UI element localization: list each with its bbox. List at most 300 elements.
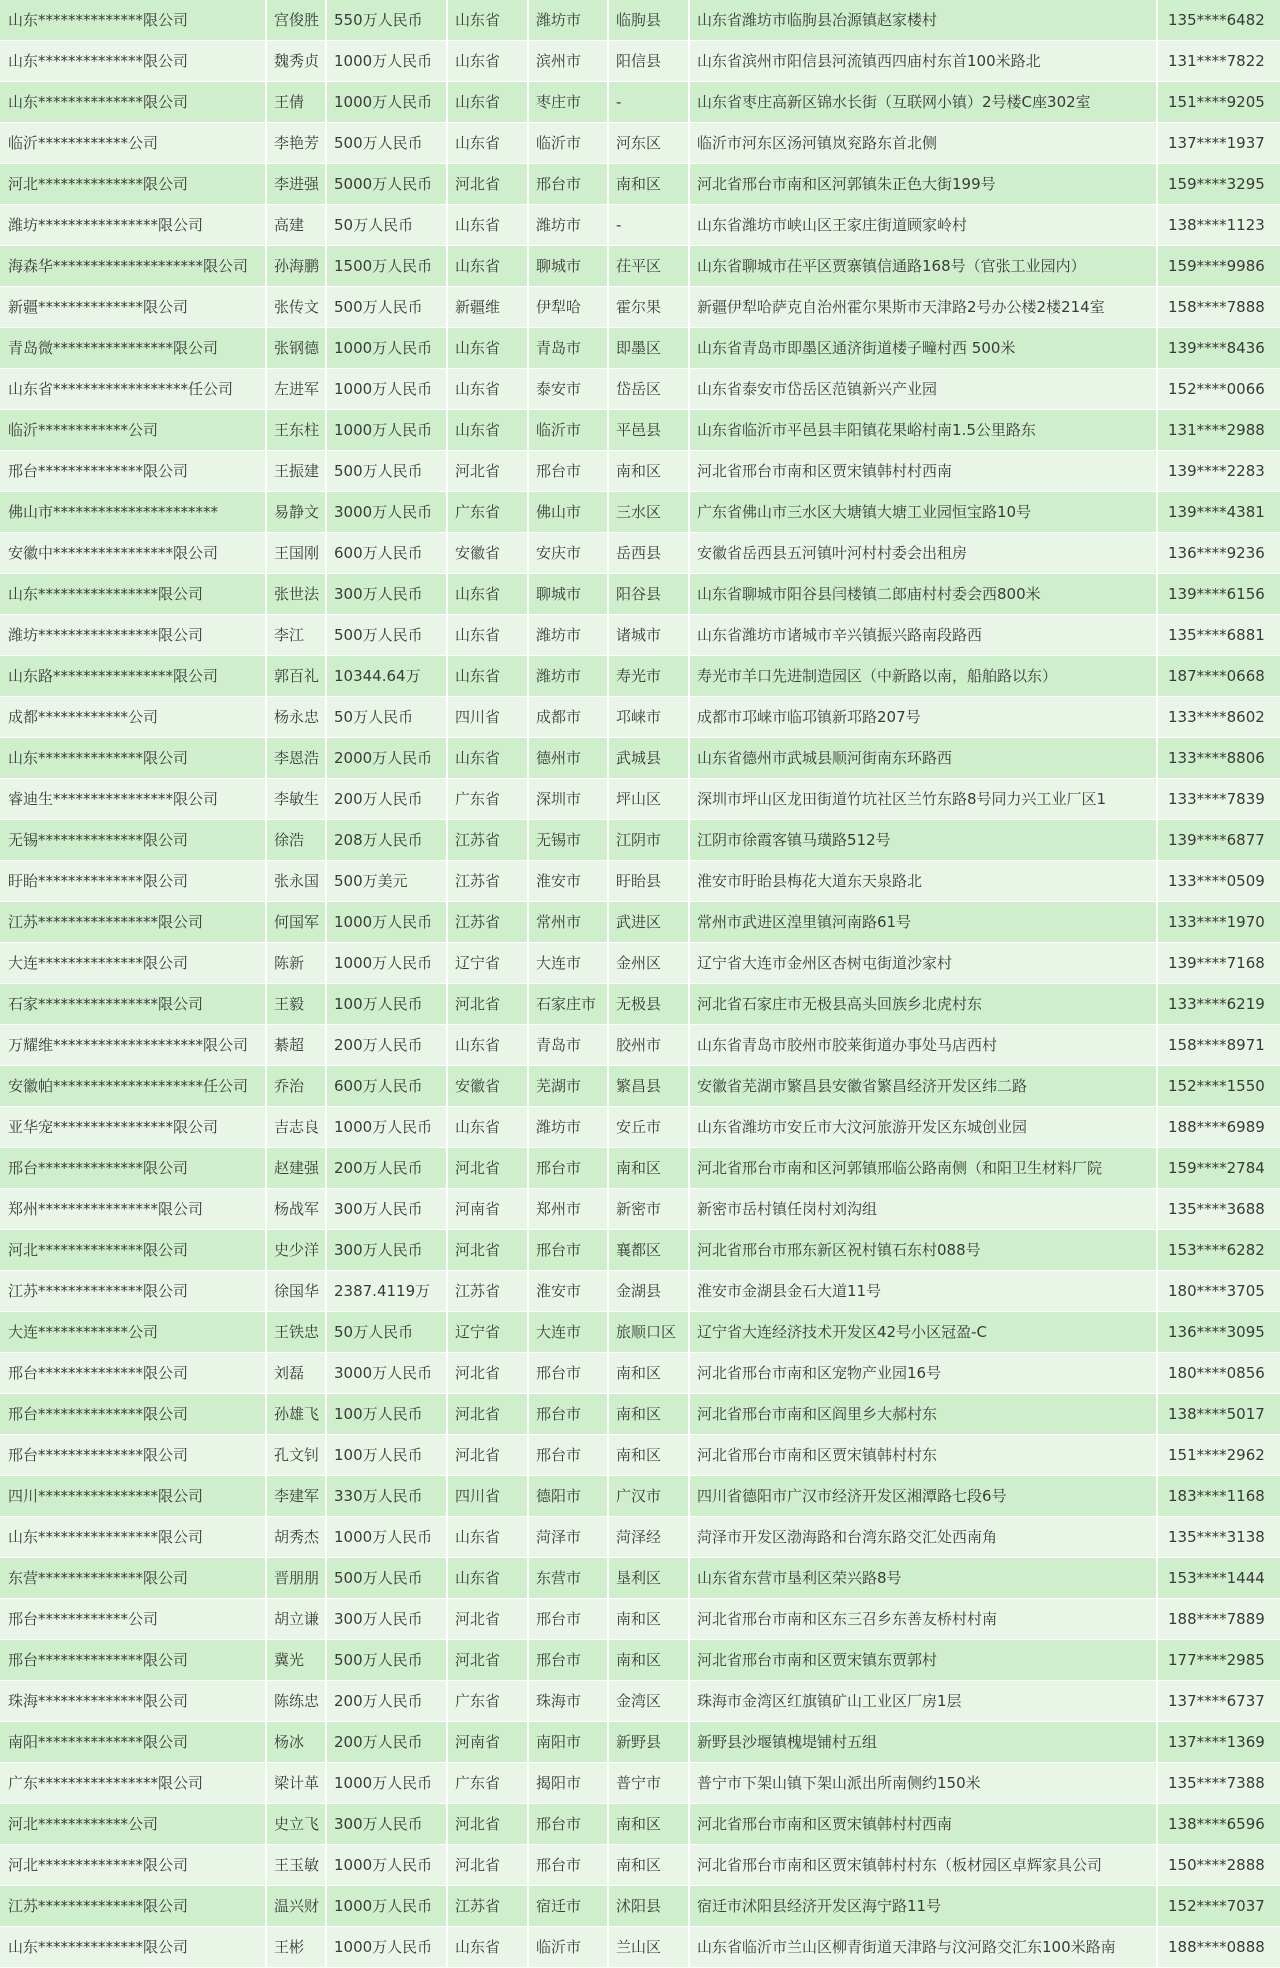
city-cell: 南阳市 [528, 1722, 608, 1763]
table-row [0, 492, 1280, 533]
company-name-cell: 邢台**************限公司 [0, 1353, 266, 1394]
table-row [0, 1517, 1280, 1558]
table-row [0, 1312, 1280, 1353]
county-cell: 兰山区 [608, 1927, 689, 1968]
city-cell: 潍坊市 [528, 0, 608, 41]
phone-cell: 138****6596 [1157, 1804, 1280, 1845]
address-cell: 山东省东营市垦利区荣兴路8号 [689, 1558, 1157, 1599]
city-cell: 邢台市 [528, 1804, 608, 1845]
province-cell: 河北省 [447, 1845, 528, 1886]
county-cell: 岳西县 [608, 533, 689, 574]
county-cell: 垦利区 [608, 1558, 689, 1599]
city-cell: 临沂市 [528, 410, 608, 451]
province-cell: 山东省 [447, 656, 528, 697]
county-cell: 南和区 [608, 1804, 689, 1845]
phone-cell: 133****7839 [1157, 779, 1280, 820]
legal-person-cell: 王振建 [266, 451, 326, 492]
company-name-cell: 安徽中****************限公司 [0, 533, 266, 574]
company-name-cell: 安徽帕********************任公司 [0, 1066, 266, 1107]
address-cell: 常州市武进区湟里镇河南路61号 [689, 902, 1157, 943]
registered-capital-cell: 100万人民币 [326, 984, 447, 1025]
city-cell: 潍坊市 [528, 615, 608, 656]
registered-capital-cell: 330万人民币 [326, 1476, 447, 1517]
address-cell: 山东省青岛市即墨区通济街道楼子疃村西 500米 [689, 328, 1157, 369]
province-cell: 山东省 [447, 246, 528, 287]
registered-capital-cell: 200万人民币 [326, 1722, 447, 1763]
city-cell: 宿迁市 [528, 1886, 608, 1927]
table-row [0, 1394, 1280, 1435]
city-cell: 大连市 [528, 943, 608, 984]
registered-capital-cell: 2000万人民币 [326, 738, 447, 779]
phone-cell: 136****9236 [1157, 533, 1280, 574]
legal-person-cell: 宫俊胜 [266, 0, 326, 41]
table-row [0, 1066, 1280, 1107]
address-cell: 山东省聊城市茌平区贾寨镇信通路168号（官张工业园内） [689, 246, 1157, 287]
city-cell: 东营市 [528, 1558, 608, 1599]
registered-capital-cell: 50万人民币 [326, 205, 447, 246]
address-cell: 山东省泰安市岱岳区范镇新兴产业园 [689, 369, 1157, 410]
phone-cell: 153****6282 [1157, 1230, 1280, 1271]
phone-cell: 133****8806 [1157, 738, 1280, 779]
province-cell: 广东省 [447, 1763, 528, 1804]
company-name-cell: 珠海**************限公司 [0, 1681, 266, 1722]
legal-person-cell: 史立飞 [266, 1804, 326, 1845]
city-cell: 邢台市 [528, 1640, 608, 1681]
city-cell: 深圳市 [528, 779, 608, 820]
province-cell: 广东省 [447, 779, 528, 820]
registered-capital-cell: 300万人民币 [326, 1230, 447, 1271]
address-cell: 菏泽市开发区渤海路和台湾东路交汇处西南角 [689, 1517, 1157, 1558]
phone-cell: 187****0668 [1157, 656, 1280, 697]
city-cell: 邢台市 [528, 1435, 608, 1476]
province-cell: 河北省 [447, 1230, 528, 1271]
address-cell: 淮安市盱眙县梅花大道东天泉路北 [689, 861, 1157, 902]
county-cell: 南和区 [608, 451, 689, 492]
phone-cell: 183****1168 [1157, 1476, 1280, 1517]
company-name-cell: 佛山市********************** [0, 492, 266, 533]
phone-cell: 136****3095 [1157, 1312, 1280, 1353]
phone-cell: 137****1369 [1157, 1722, 1280, 1763]
province-cell: 山东省 [447, 615, 528, 656]
registered-capital-cell: 300万人民币 [326, 574, 447, 615]
table-row [0, 1353, 1280, 1394]
phone-cell: 152****1550 [1157, 1066, 1280, 1107]
registered-capital-cell: 1000万人民币 [326, 328, 447, 369]
legal-person-cell: 冀光 [266, 1640, 326, 1681]
address-cell: 河北省邢台市南和区宠物产业园16号 [689, 1353, 1157, 1394]
legal-person-cell: 李进强 [266, 164, 326, 205]
city-cell: 临沂市 [528, 1927, 608, 1968]
phone-cell: 180****3705 [1157, 1271, 1280, 1312]
county-cell: 旅顺口区 [608, 1312, 689, 1353]
province-cell: 河南省 [447, 1189, 528, 1230]
legal-person-cell: 王玉敏 [266, 1845, 326, 1886]
city-cell: 泰安市 [528, 369, 608, 410]
company-name-cell: 临沂************公司 [0, 410, 266, 451]
table-row [0, 0, 1280, 41]
table-row [0, 287, 1280, 328]
city-cell: 淮安市 [528, 861, 608, 902]
county-cell: 平邑县 [608, 410, 689, 451]
address-cell: 河北省邢台市南和区阎里乡大郝村东 [689, 1394, 1157, 1435]
county-cell: 诸城市 [608, 615, 689, 656]
phone-cell: 139****7168 [1157, 943, 1280, 984]
phone-cell: 135****3138 [1157, 1517, 1280, 1558]
city-cell: 邢台市 [528, 451, 608, 492]
city-cell: 安庆市 [528, 533, 608, 574]
registered-capital-cell: 300万人民币 [326, 1599, 447, 1640]
company-name-cell: 大连**************限公司 [0, 943, 266, 984]
province-cell: 河北省 [447, 164, 528, 205]
city-cell: 临沂市 [528, 123, 608, 164]
province-cell: 山东省 [447, 738, 528, 779]
phone-cell: 138****5017 [1157, 1394, 1280, 1435]
registered-capital-cell: 300万人民币 [326, 1189, 447, 1230]
legal-person-cell: 陈新 [266, 943, 326, 984]
county-cell: 安丘市 [608, 1107, 689, 1148]
province-cell: 江苏省 [447, 1886, 528, 1927]
city-cell: 邢台市 [528, 1845, 608, 1886]
city-cell: 邢台市 [528, 1230, 608, 1271]
company-name-cell: 河北**************限公司 [0, 1845, 266, 1886]
phone-cell: 139****8436 [1157, 328, 1280, 369]
phone-cell: 158****7888 [1157, 287, 1280, 328]
legal-person-cell: 吉志良 [266, 1107, 326, 1148]
county-cell: 坪山区 [608, 779, 689, 820]
table-row [0, 984, 1280, 1025]
legal-person-cell: 王毅 [266, 984, 326, 1025]
company-name-cell: 邢台************公司 [0, 1599, 266, 1640]
city-cell: 邢台市 [528, 1599, 608, 1640]
city-cell: 邢台市 [528, 1148, 608, 1189]
legal-person-cell: 綦超 [266, 1025, 326, 1066]
phone-cell: 151****2962 [1157, 1435, 1280, 1476]
phone-cell: 131****7822 [1157, 41, 1280, 82]
table-row [0, 1476, 1280, 1517]
table-row [0, 1681, 1280, 1722]
company-name-cell: 海森华********************限公司 [0, 246, 266, 287]
legal-person-cell: 杨战军 [266, 1189, 326, 1230]
registered-capital-cell: 3000万人民币 [326, 492, 447, 533]
table-row [0, 1558, 1280, 1599]
county-cell: 南和区 [608, 1353, 689, 1394]
legal-person-cell: 孙海鹏 [266, 246, 326, 287]
city-cell: 菏泽市 [528, 1517, 608, 1558]
registered-capital-cell: 50万人民币 [326, 1312, 447, 1353]
province-cell: 河北省 [447, 984, 528, 1025]
registered-capital-cell: 2387.4119万 [326, 1271, 447, 1312]
company-name-cell: 南阳**************限公司 [0, 1722, 266, 1763]
province-cell: 山东省 [447, 1558, 528, 1599]
province-cell: 安徽省 [447, 533, 528, 574]
address-cell: 辽宁省大连经济技术开发区42号小区冠盈-C [689, 1312, 1157, 1353]
city-cell: 聊城市 [528, 246, 608, 287]
table-row [0, 1271, 1280, 1312]
address-cell: 江阴市徐霞客镇马璜路512号 [689, 820, 1157, 861]
province-cell: 河北省 [447, 1640, 528, 1681]
county-cell: 金湾区 [608, 1681, 689, 1722]
legal-person-cell: 李建军 [266, 1476, 326, 1517]
company-name-cell: 郑州****************限公司 [0, 1189, 266, 1230]
table-row [0, 1189, 1280, 1230]
phone-cell: 133****8602 [1157, 697, 1280, 738]
phone-cell: 159****2784 [1157, 1148, 1280, 1189]
company-name-cell: 临沂************公司 [0, 123, 266, 164]
legal-person-cell: 易静文 [266, 492, 326, 533]
registered-capital-cell: 600万人民币 [326, 533, 447, 574]
county-cell: 新密市 [608, 1189, 689, 1230]
phone-cell: 131****2988 [1157, 410, 1280, 451]
legal-person-cell: 李敏生 [266, 779, 326, 820]
registered-capital-cell: 550万人民币 [326, 0, 447, 41]
address-cell: 安徽省岳西县五河镇叶河村村委会出租房 [689, 533, 1157, 574]
registered-capital-cell: 500万人民币 [326, 1558, 447, 1599]
county-cell: 南和区 [608, 1640, 689, 1681]
address-cell: 山东省青岛市胶州市胶莱街道办事处马店西村 [689, 1025, 1157, 1066]
phone-cell: 150****2888 [1157, 1845, 1280, 1886]
county-cell: 河东区 [608, 123, 689, 164]
province-cell: 山东省 [447, 0, 528, 41]
county-cell: 阳信县 [608, 41, 689, 82]
company-name-cell: 江苏**************限公司 [0, 1886, 266, 1927]
company-name-cell: 山东**************限公司 [0, 1927, 266, 1968]
address-cell: 辽宁省大连市金州区杏树屯街道沙家村 [689, 943, 1157, 984]
city-cell: 无锡市 [528, 820, 608, 861]
company-name-cell: 河北************公司 [0, 1804, 266, 1845]
phone-cell: 151****9205 [1157, 82, 1280, 123]
registered-capital-cell: 1000万人民币 [326, 410, 447, 451]
province-cell: 山东省 [447, 205, 528, 246]
county-cell: 新野县 [608, 1722, 689, 1763]
company-name-cell: 广东****************限公司 [0, 1763, 266, 1804]
registered-capital-cell: 1000万人民币 [326, 1107, 447, 1148]
table-row [0, 533, 1280, 574]
address-cell: 淮安市金湖县金石大道11号 [689, 1271, 1157, 1312]
county-cell: 繁昌县 [608, 1066, 689, 1107]
address-cell: 山东省临沂市平邑县丰阳镇花果峪村南1.5公里路东 [689, 410, 1157, 451]
address-cell: 山东省潍坊市安丘市大汶河旅游开发区东城创业园 [689, 1107, 1157, 1148]
company-name-cell: 四川****************限公司 [0, 1476, 266, 1517]
registered-capital-cell: 1000万人民币 [326, 1517, 447, 1558]
table-row [0, 1230, 1280, 1271]
city-cell: 淮安市 [528, 1271, 608, 1312]
legal-person-cell: 孙雄飞 [266, 1394, 326, 1435]
address-cell: 河北省邢台市南和区贾宋镇韩村村西南 [689, 1804, 1157, 1845]
registered-capital-cell: 100万人民币 [326, 1394, 447, 1435]
company-name-cell: 邢台**************限公司 [0, 1640, 266, 1681]
address-cell: 宿迁市沭阳县经济开发区海宁路11号 [689, 1886, 1157, 1927]
registered-capital-cell: 10344.64万 [326, 656, 447, 697]
province-cell: 四川省 [447, 1476, 528, 1517]
address-cell: 新野县沙堰镇槐堤铺村五组 [689, 1722, 1157, 1763]
company-name-cell: 山东****************限公司 [0, 1517, 266, 1558]
legal-person-cell: 王倩 [266, 82, 326, 123]
registered-capital-cell: 1000万人民币 [326, 943, 447, 984]
city-cell: 珠海市 [528, 1681, 608, 1722]
city-cell: 石家庄市 [528, 984, 608, 1025]
county-cell: 胶州市 [608, 1025, 689, 1066]
address-cell: 河北省邢台市南和区贾宋镇韩村村西南 [689, 451, 1157, 492]
province-cell: 山东省 [447, 41, 528, 82]
address-cell: 山东省德州市武城县顺河街南东环路西 [689, 738, 1157, 779]
province-cell: 河北省 [447, 1148, 528, 1189]
company-name-cell: 新疆**************限公司 [0, 287, 266, 328]
province-cell: 广东省 [447, 1681, 528, 1722]
table-row [0, 1763, 1280, 1804]
phone-cell: 152****7037 [1157, 1886, 1280, 1927]
county-cell: 三水区 [608, 492, 689, 533]
company-name-cell: 山东**************限公司 [0, 41, 266, 82]
address-cell: 成都市邛崃市临邛镇新邛路207号 [689, 697, 1157, 738]
table-row [0, 246, 1280, 287]
address-cell: 新疆伊犁哈萨克自治州霍尔果斯市天津路2号办公楼2楼214室 [689, 287, 1157, 328]
phone-cell: 133****6219 [1157, 984, 1280, 1025]
province-cell: 山东省 [447, 410, 528, 451]
registered-capital-cell: 500万人民币 [326, 451, 447, 492]
address-cell: 山东省潍坊市临朐县冶源镇赵家楼村 [689, 0, 1157, 41]
city-cell: 芜湖市 [528, 1066, 608, 1107]
company-name-cell: 石家****************限公司 [0, 984, 266, 1025]
legal-person-cell: 梁计革 [266, 1763, 326, 1804]
city-cell: 邢台市 [528, 1353, 608, 1394]
address-cell: 四川省德阳市广汉市经济开发区湘潭路七段6号 [689, 1476, 1157, 1517]
registered-capital-cell: 5000万人民币 [326, 164, 447, 205]
address-cell: 新密市岳村镇任岗村刘沟组 [689, 1189, 1157, 1230]
city-cell: 滨州市 [528, 41, 608, 82]
company-name-cell: 邢台**************限公司 [0, 1148, 266, 1189]
table-row [0, 1025, 1280, 1066]
county-cell: 金州区 [608, 943, 689, 984]
legal-person-cell: 张传文 [266, 287, 326, 328]
province-cell: 江苏省 [447, 902, 528, 943]
phone-cell: 137****1937 [1157, 123, 1280, 164]
province-cell: 广东省 [447, 492, 528, 533]
table-row [0, 1599, 1280, 1640]
table-row [0, 123, 1280, 164]
table-row [0, 1107, 1280, 1148]
address-cell: 寿光市羊口先进制造园区（中新路以南，船舶路以东） [689, 656, 1157, 697]
city-cell: 常州市 [528, 902, 608, 943]
legal-person-cell: 徐浩 [266, 820, 326, 861]
registered-capital-cell: 200万人民币 [326, 779, 447, 820]
table-row [0, 820, 1280, 861]
province-cell: 山东省 [447, 1517, 528, 1558]
company-name-cell: 邢台**************限公司 [0, 1435, 266, 1476]
table-row [0, 1640, 1280, 1681]
legal-person-cell: 温兴财 [266, 1886, 326, 1927]
table-row [0, 943, 1280, 984]
county-cell: 南和区 [608, 1845, 689, 1886]
county-cell: 菏泽经 [608, 1517, 689, 1558]
company-name-cell: 潍坊****************限公司 [0, 615, 266, 656]
city-cell: 枣庄市 [528, 82, 608, 123]
phone-cell: 188****6989 [1157, 1107, 1280, 1148]
company-name-cell: 江苏**************限公司 [0, 1271, 266, 1312]
registered-capital-cell: 500万人民币 [326, 1640, 447, 1681]
company-name-cell: 江苏****************限公司 [0, 902, 266, 943]
registered-capital-cell: 1000万人民币 [326, 1927, 447, 1968]
table-row [0, 1722, 1280, 1763]
table-row [0, 82, 1280, 123]
phone-cell: 188****7889 [1157, 1599, 1280, 1640]
address-cell: 山东省聊城市阳谷县闫楼镇二郎庙村村委会西800米 [689, 574, 1157, 615]
city-cell: 青岛市 [528, 1025, 608, 1066]
table-row [0, 574, 1280, 615]
registered-capital-cell: 1000万人民币 [326, 369, 447, 410]
city-cell: 郑州市 [528, 1189, 608, 1230]
table-row [0, 1845, 1280, 1886]
address-cell: 临沂市河东区汤河镇岚兖路东首北侧 [689, 123, 1157, 164]
city-cell: 聊城市 [528, 574, 608, 615]
table-row [0, 902, 1280, 943]
table-row [0, 697, 1280, 738]
phone-cell: 135****6482 [1157, 0, 1280, 41]
address-cell: 山东省潍坊市诸城市辛兴镇振兴路南段路西 [689, 615, 1157, 656]
address-cell: 广东省佛山市三水区大塘镇大塘工业园恒宝路10号 [689, 492, 1157, 533]
phone-cell: 138****1123 [1157, 205, 1280, 246]
registered-capital-cell: 500万人民币 [326, 287, 447, 328]
province-cell: 山东省 [447, 1927, 528, 1968]
table-row [0, 1148, 1280, 1189]
phone-cell: 159****3295 [1157, 164, 1280, 205]
company-name-cell: 无锡**************限公司 [0, 820, 266, 861]
legal-person-cell: 陈练忠 [266, 1681, 326, 1722]
province-cell: 江苏省 [447, 820, 528, 861]
table-row [0, 1886, 1280, 1927]
address-cell: 河北省邢台市南和区贾宋镇韩村村东 [689, 1435, 1157, 1476]
phone-cell: 135****6881 [1157, 615, 1280, 656]
address-cell: 河北省邢台市南和区河郭镇朱正色大街199号 [689, 164, 1157, 205]
phone-cell: 133****0509 [1157, 861, 1280, 902]
city-cell: 德阳市 [528, 1476, 608, 1517]
city-cell: 佛山市 [528, 492, 608, 533]
company-name-cell: 邢台**************限公司 [0, 451, 266, 492]
legal-person-cell: 郭百礼 [266, 656, 326, 697]
legal-person-cell: 李江 [266, 615, 326, 656]
province-cell: 四川省 [447, 697, 528, 738]
table-row [0, 328, 1280, 369]
legal-person-cell: 魏秀贞 [266, 41, 326, 82]
address-cell: 河北省邢台市南和区贾宋镇韩村村东（板材园区卓辉家具公司 [689, 1845, 1157, 1886]
legal-person-cell: 乔治 [266, 1066, 326, 1107]
table-row [0, 1804, 1280, 1845]
registered-capital-cell: 1500万人民币 [326, 246, 447, 287]
legal-person-cell: 赵建强 [266, 1148, 326, 1189]
table-row [0, 615, 1280, 656]
company-name-cell: 睿迪生****************限公司 [0, 779, 266, 820]
table-row [0, 369, 1280, 410]
province-cell: 辽宁省 [447, 943, 528, 984]
province-cell: 山东省 [447, 123, 528, 164]
county-cell: 临朐县 [608, 0, 689, 41]
company-name-cell: 邢台**************限公司 [0, 1394, 266, 1435]
city-cell: 揭阳市 [528, 1763, 608, 1804]
company-name-cell: 山东****************限公司 [0, 574, 266, 615]
company-name-cell: 山东**************限公司 [0, 82, 266, 123]
registered-capital-cell: 500万美元 [326, 861, 447, 902]
province-cell: 安徽省 [447, 1066, 528, 1107]
province-cell: 河北省 [447, 1435, 528, 1476]
address-cell: 山东省滨州市阳信县河流镇西四庙村东首100米路北 [689, 41, 1157, 82]
address-cell: 山东省枣庄高新区锦水长街（互联网小镇）2号楼C座302室 [689, 82, 1157, 123]
registered-capital-cell: 100万人民币 [326, 1435, 447, 1476]
county-cell: 阳谷县 [608, 574, 689, 615]
county-cell: 南和区 [608, 1435, 689, 1476]
legal-person-cell: 王铁忠 [266, 1312, 326, 1353]
registered-capital-cell: 3000万人民币 [326, 1353, 447, 1394]
address-cell: 河北省邢台市南和区贾宋镇东贾郭村 [689, 1640, 1157, 1681]
phone-cell: 135****7388 [1157, 1763, 1280, 1804]
